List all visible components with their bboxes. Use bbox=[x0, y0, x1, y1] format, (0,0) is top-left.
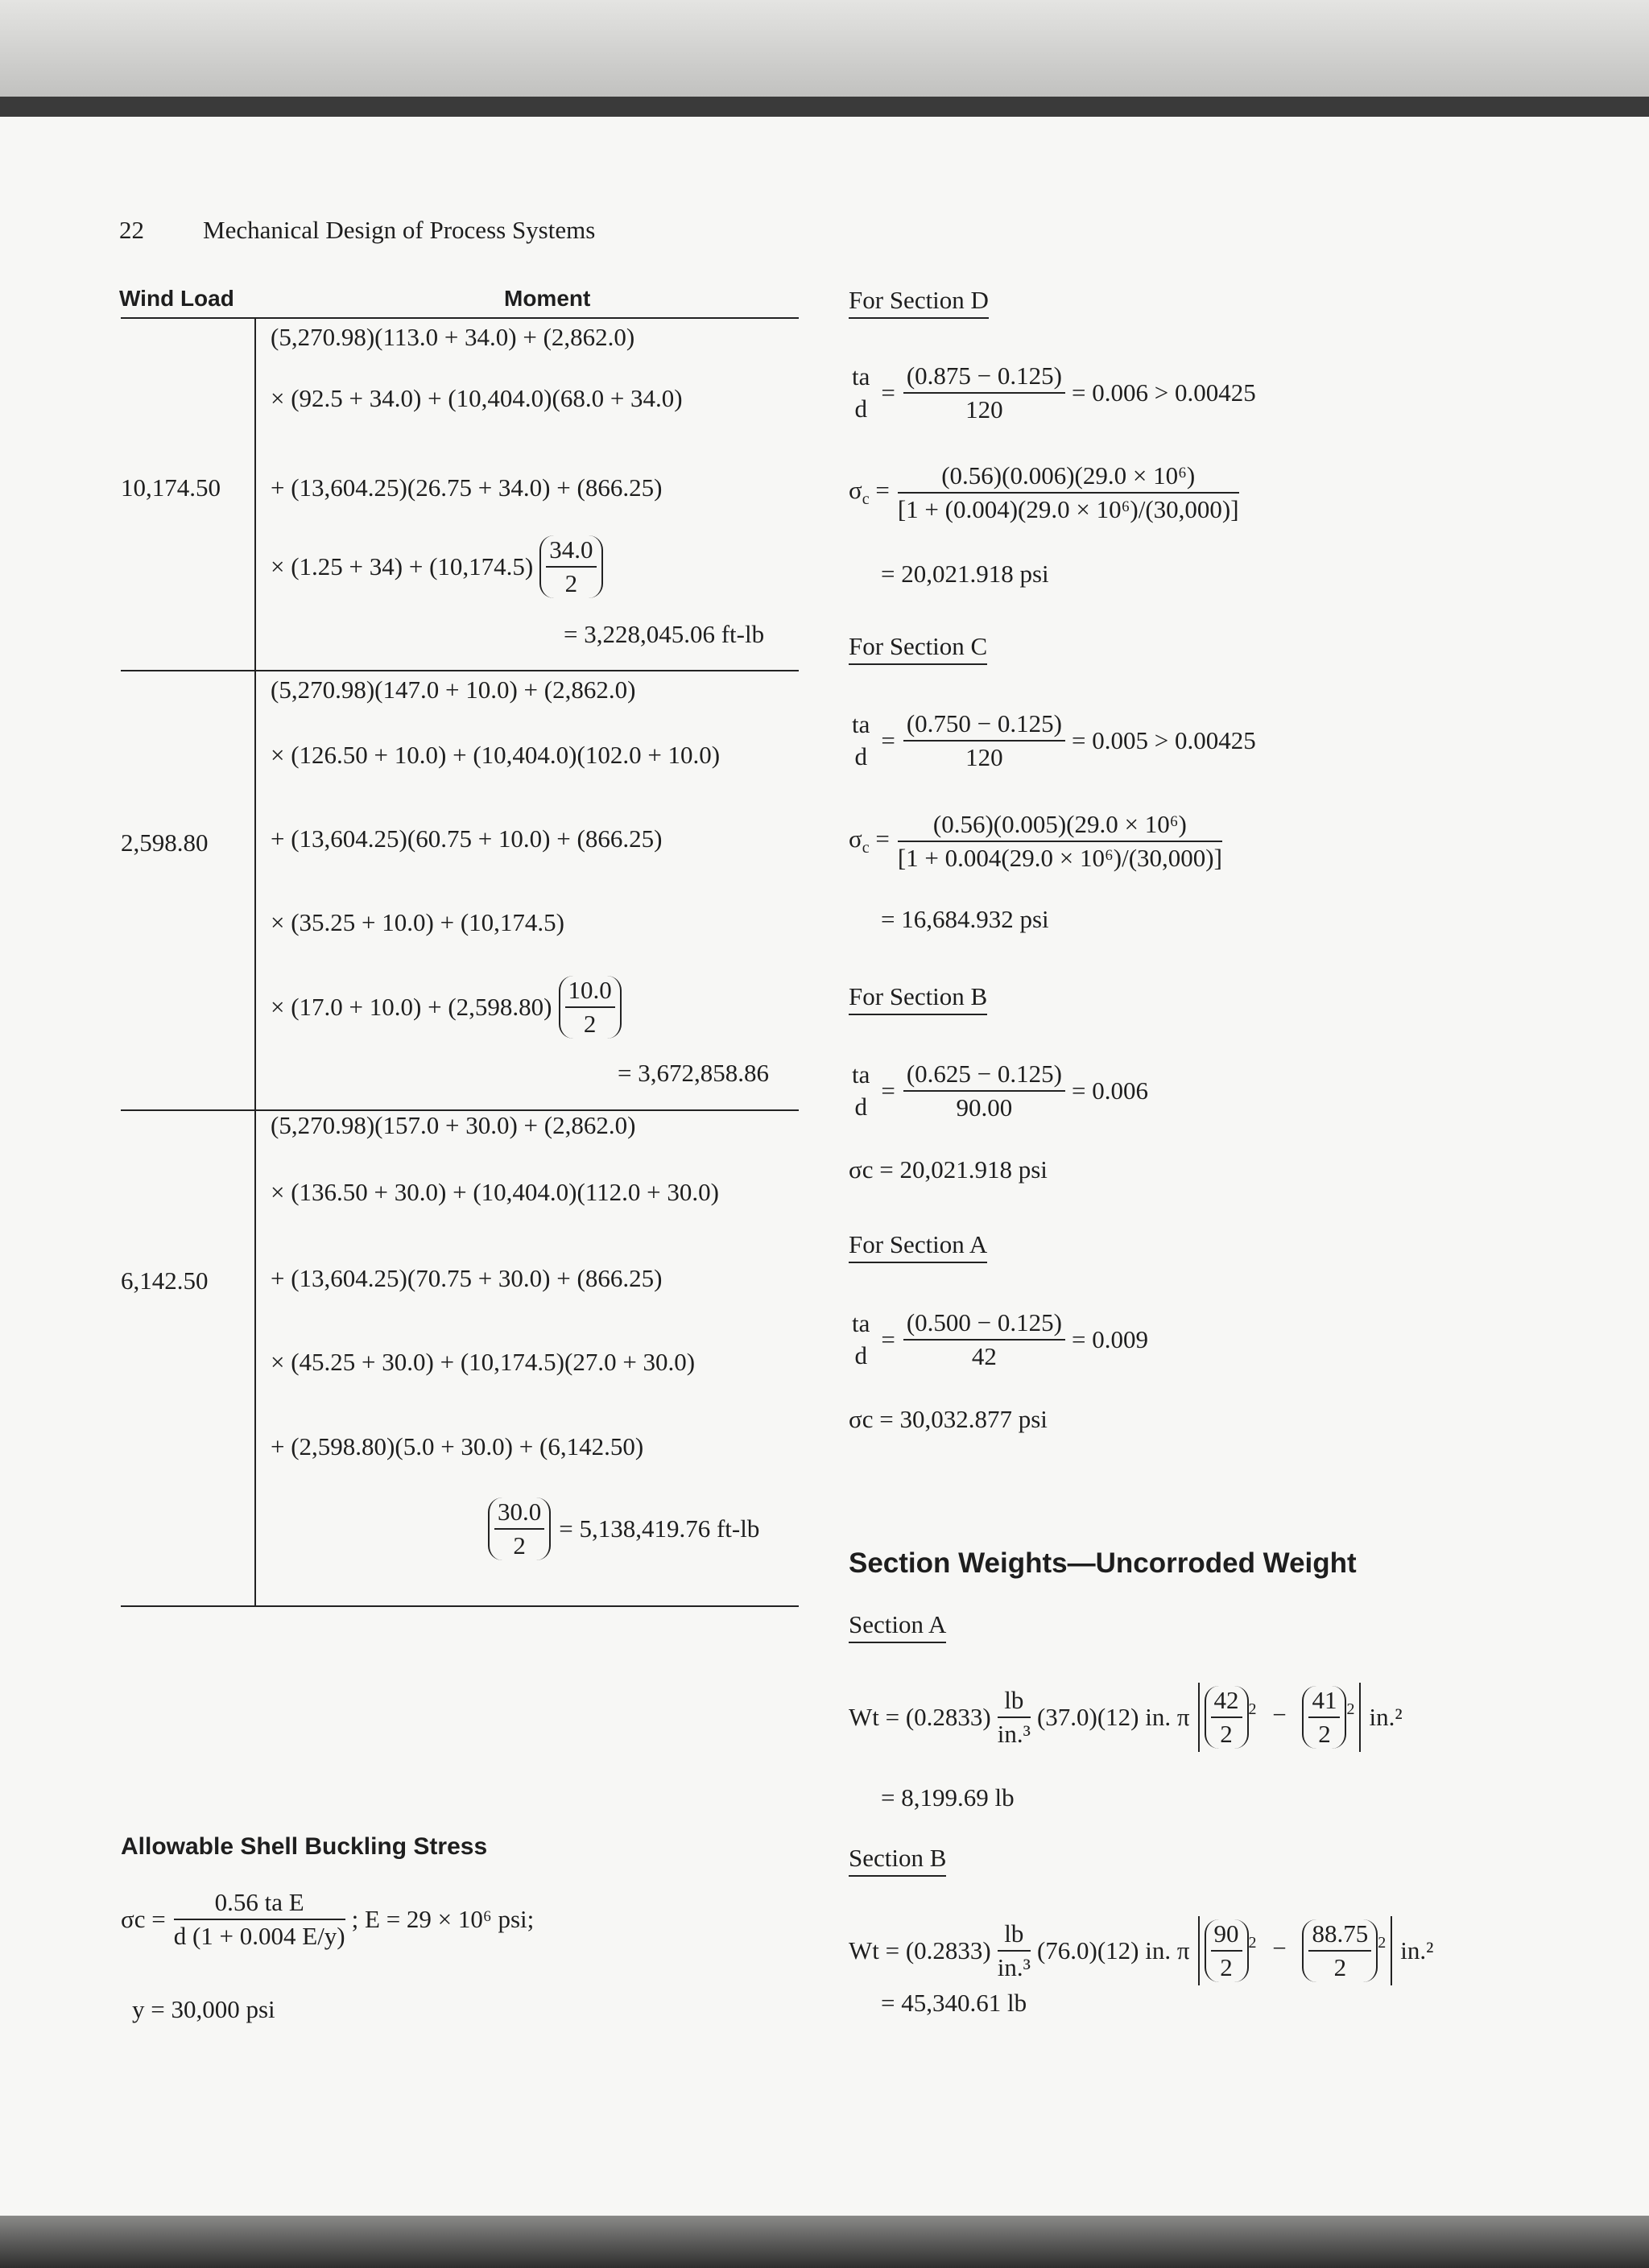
thickness-ratio: ta d = $\frac{(0.625 - 0.125)}{90.00}$ = 0.006 bbox=[852, 1060, 1148, 1122]
weight-formula: Wt = (0.2833) $\frac{lb}{\text{in.³}}$ (76.0)(12) in. π $\frac{90}{2}$ $^2$ − $\frac{88.75}{2}$ $^2$ in.² bbox=[849, 1912, 1433, 1989]
stress-result: = 16,684.932 psi bbox=[881, 905, 1049, 933]
wind-load-value: 6,142.50 bbox=[121, 1266, 209, 1295]
stress-formula: $\sigma_c$ = $\frac{\text{(0.56)(0.005)(29.0 × 10⁶)}}{\text{[1 + 0.004(29.0 × 10⁶)/(30,000)]}}$ bbox=[849, 810, 1222, 872]
moment-line: + (13,604.25)(26.75 + 34.0) + (866.25) bbox=[271, 473, 663, 502]
moment-line: + (13,604.25)(70.75 + 30.0) + (866.25) bbox=[271, 1264, 663, 1292]
section-title: For Section B bbox=[849, 982, 987, 1015]
fraction: $\frac{\text{0.56 ta E}}{d (1 + 0.004 E/y)}$ bbox=[173, 1888, 345, 1950]
fraction: $\frac{30.0}{2}$ bbox=[488, 1498, 551, 1560]
moment-line: × (1.25 + 34) + (10,174.5) $\frac{34.0}{2}$ bbox=[271, 535, 603, 599]
moment-line: + (13,604.25)(60.75 + 10.0) + (866.25) bbox=[271, 824, 663, 853]
weight-formula: Wt = (0.2833) $\frac{lb}{\text{in.³}}$ (37.0)(12) in. π $\frac{42}{2}$ $^2$ − $\frac{41}{2}$ $^2$ in.² bbox=[849, 1679, 1403, 1756]
moment-line: (5,270.98)(147.0 + 10.0) + (2,862.0) bbox=[271, 675, 636, 704]
scan-top-edge bbox=[0, 0, 1649, 109]
thickness-ratio: ta d = $\frac{(0.500 - 0.125)}{42}$ = 0.009 bbox=[852, 1308, 1148, 1370]
section-title: For Section D bbox=[849, 286, 989, 319]
table-row-divider bbox=[121, 670, 799, 671]
wind-load-value: 2,598.80 bbox=[121, 828, 209, 857]
y-value: y = 30,000 psi bbox=[132, 1995, 275, 2023]
moment-line: × (126.50 + 10.0) + (10,404.0)(102.0 + 10.0) bbox=[271, 741, 721, 769]
col-header-moment: Moment bbox=[504, 286, 591, 311]
section-title: For Section A bbox=[849, 1230, 987, 1263]
scan-binding-shadow bbox=[0, 97, 1649, 118]
moment-line: (5,270.98)(157.0 + 30.0) + (2,862.0) bbox=[271, 1111, 636, 1139]
thickness-ratio: ta d = $\frac{(0.875 - 0.125)}{120}$ = 0.006 > 0.00425 bbox=[852, 361, 1256, 423]
thickness-ratio: ta d = $\frac{(0.750 - 0.125)}{120}$ = 0.005 > 0.00425 bbox=[852, 709, 1256, 771]
stress-result: σc = 20,021.918 psi bbox=[849, 1155, 1048, 1184]
section-title: For Section C bbox=[849, 632, 987, 665]
moment-line: × (17.0 + 10.0) + (2,598.80) $\frac{10.0}{2}$ bbox=[271, 974, 622, 1040]
moment-line: × (136.50 + 30.0) + (10,404.0)(112.0 + 30.0) bbox=[271, 1178, 719, 1206]
stress-result: σc = 30,032.877 psi bbox=[849, 1405, 1048, 1433]
running-title: Mechanical Design of Process Systems bbox=[203, 216, 596, 244]
moment-line: + (2,598.80)(5.0 + 30.0) + (6,142.50) bbox=[271, 1432, 644, 1460]
wind-load-value: 10,174.50 bbox=[121, 473, 221, 502]
stress-formula: $\sigma_c$ = $\frac{\text{(0.56)(0.006)(29.0 × 10⁶)}}{\text{[1 + (0.004)(29.0 × 10⁶)/(30,000)]}}$ bbox=[849, 461, 1239, 523]
page-number: 22 bbox=[119, 216, 144, 244]
buckling-formula: σc = $\frac{\text{0.56 ta E}}{d (1 + 0.004 E/y)}$ ; E = 29 × 10⁶ psi; bbox=[121, 1888, 535, 1950]
buckling-heading: Allowable Shell Buckling Stress bbox=[121, 1833, 488, 1860]
moment-result: = 3,228,045.06 ft-lb bbox=[564, 620, 765, 648]
weights-heading: Section Weights—Uncorroded Weight bbox=[849, 1547, 1357, 1579]
table-header-rule bbox=[121, 317, 799, 319]
col-header-wind-load: Wind Load bbox=[119, 286, 234, 311]
weight-section-title: Section A bbox=[849, 1610, 946, 1643]
weight-section-title: Section B bbox=[849, 1844, 946, 1877]
fraction: $\frac{10.0}{2}$ bbox=[559, 976, 622, 1039]
moment-result: $\frac{30.0}{2}$ = 5,138,419.76 ft-lb bbox=[488, 1496, 759, 1562]
fraction: $\frac{34.0}{2}$ bbox=[539, 535, 602, 598]
stress-result: = 20,021.918 psi bbox=[881, 560, 1049, 588]
scan-bottom-edge bbox=[0, 2216, 1649, 2268]
moment-result: = 3,672,858.86 bbox=[618, 1059, 769, 1087]
table-bottom-rule bbox=[121, 1605, 799, 1607]
weight-result: = 45,340.61 lb bbox=[881, 1989, 1027, 2017]
table-column-divider bbox=[254, 317, 256, 1605]
moment-line: (5,270.98)(113.0 + 34.0) + (2,862.0) bbox=[271, 323, 635, 351]
moment-line: × (35.25 + 10.0) + (10,174.5) bbox=[271, 908, 564, 936]
moment-line: × (92.5 + 34.0) + (10,404.0)(68.0 + 34.0) bbox=[271, 384, 683, 412]
weight-result: = 8,199.69 lb bbox=[881, 1783, 1015, 1812]
moment-line: × (45.25 + 30.0) + (10,174.5)(27.0 + 30.0) bbox=[271, 1348, 696, 1376]
